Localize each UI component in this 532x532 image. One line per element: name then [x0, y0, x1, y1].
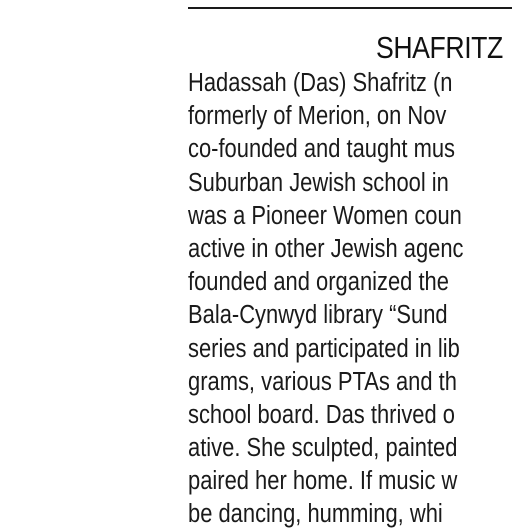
body-line: Bala-Cynwyd library “Sund [188, 301, 448, 330]
body-line: founded and organized the [188, 268, 449, 297]
body-line: paired her home. If music w [188, 467, 458, 496]
body-line: ative. She sculpted, painted [188, 434, 458, 463]
body-line: was a Pioneer Women coun [188, 201, 462, 230]
body-line: Hadassah (Das) Shafritz (n [188, 69, 453, 97]
obituary-heading: SHAFRITZ [376, 30, 503, 65]
top-rule [188, 7, 512, 9]
body-line: active in other Jewish agenc [188, 234, 464, 263]
obituary-body [188, 67, 532, 532]
body-line: Suburban Jewish school in [188, 168, 449, 197]
body-line: co-founded and taught mus [188, 135, 456, 164]
body-line: formerly of Merion, on Nov [188, 102, 447, 131]
body-line: be dancing, humming, whi [188, 500, 443, 529]
body-line: series and participated in lib [188, 334, 460, 363]
body-line: grams, various PTAs and th [188, 367, 457, 396]
body-line: school board. Das thrived o [188, 400, 455, 429]
